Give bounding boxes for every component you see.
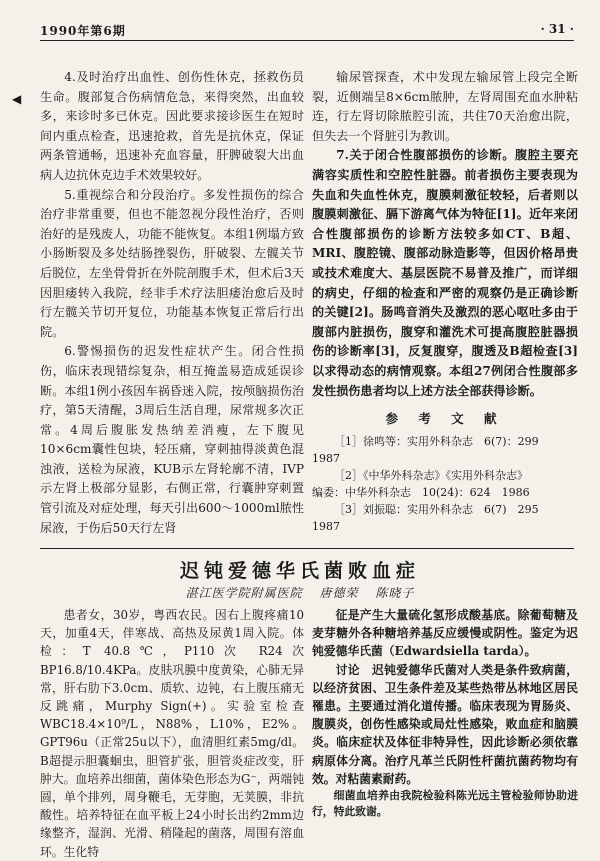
reference-3: ［3］刘振聪：实用外科杂志 6(7) 295 1987: [312, 501, 578, 535]
author-2: 陈晓子: [375, 586, 415, 600]
reference-2-continued: 编委：中华外科杂志 10(24)：624 1986: [312, 485, 530, 499]
author-1: 唐德荣: [319, 586, 359, 600]
journal-issue: 1990年第6期: [40, 24, 126, 38]
case-description-continued: 征是产生大量硫化氢形成酸基底。除葡萄糖及麦芽糖外各种糖培养基反应缓慢或阴性。鉴定为迟钝爱德华氏菌（Edwardsiella tarda）。: [312, 608, 578, 659]
margin-bullet-icon: ◀: [12, 92, 22, 106]
paragraph-7: 7.关于闭合性腹部损伤的诊断。腹腔主要充满容实质性和空腔性脏器。前者损伤主要表现为失血和失血性休克，腹膜刺激征较轻，后者则以腹膜刺激征、膈下游离气体为特征[1]。近年来闭合性腹部损伤的诊断方法较多如CT、B超、MRI、腹腔镜、腹部动脉造影等，但因价格昂贵或技术难度大、基层医院不易普及推广，而详细的病史，仔细的检查和严密的观察仍是正确诊断的关键[2]。肠鸣音消失及激烈的恶心呕吐多由于腹部内脏损伤，腹穿和灌洗术可提高腹腔脏器损伤的诊断率[3]，反复腹穿，腹透及B超检查[3]以求得动态的病情观察。本组27例闭合性腹部多发性损伤患者均以上述方法全部获得诊断。: [312, 148, 578, 398]
upper-left-column: [40, 68, 304, 538]
article-title: 迟钝爱德华氏菌败血症: [179, 560, 420, 582]
reference-3-year: 1987: [312, 519, 340, 533]
case-report-left-column: [40, 606, 304, 861]
references-heading: 参 考 文 献: [385, 411, 505, 427]
reference-1: ［1］徐鸣等：实用外科杂志 6(7)：299 1987: [312, 433, 578, 467]
upper-right-column: [312, 68, 578, 535]
paragraph-6-continued: 输尿管探查，术中发现左输尿管上段完全断裂，近侧端呈8×6cm脓肿，左肾周围充血水肿粘连，行左肾切除脓腔引流，共住70天治愈出院，但失去一个肾脏引为教训。: [312, 70, 578, 143]
article-separator: [40, 548, 574, 549]
discussion-paragraph: 讨论 迟钝爱德华氏菌对人类是条件致病菌，以经济贫困、卫生条件差及某些热带丛林地区居民罹患。主要通过消化道传播。临床表现为胃肠炎、腹膜炎，创伤性感染或局灶性感染，败血症和脑膜炎。临床症状及体征非特异性，因此诊断必须依靠病原体分离。治疗凡革兰氏阴性杆菌抗菌药物均有效。对粘菌素耐药。: [312, 662, 578, 786]
case-description: 患者女，30岁，粤西农民。因右上腹疼痛10天，加重4天，伴寒战、高热及尿黄1周入院。体检：T 40.8℃，P110次 R24次 BP16.8/10.4KPa。皮肤巩膜中度黄染，心肺无异常，肝右肋下3.0cm、质软、边钝，右上腹压痛无反跳痛，Murphy Sign(+)。实验室检查WBC18.4×10⁹/L，N88%，L10%，E2%。GPT96u（正常25u以下），血清胆红素5mg/dl。B超提示胆囊蛔虫，胆管扩张，胆管炎症改变，肝肿大。血培养出细菌，菌体染色形态为G⁻，两端钝圆，单个排列，周身鞭毛，无芽胞，无荚膜，非抗酸性。培养特征在血平板上24小时长出约2mm边缘整齐，湿润、光滑、稍隆起的菌落，周围有溶血环。生化特: [40, 608, 304, 859]
byline: [0, 584, 600, 601]
acknowledgement: 细菌血培养由我院检验科陈光远主管检验师协助进行，特此致谢。: [312, 789, 578, 819]
paragraph-6: 6.警惕损伤的迟发性症状产生。闭合性损伤，临床表现错综复杂，相互掩盖易造成延误诊断。本组1例小孩因车祸昏迷入院，按颅脑损伤治疗，第5天清醒，3周后生活自理，尿常规多次正常。4周后腹胀发热纳差消瘦，左下腹见10×6cm囊性包块，轻压痛，穿刺抽得淡黄色混浊液，送检为尿液，KUB示左肾轮廓不清，IVP示左肾上极部分显影，右侧正常，行囊肿穿刺置管引流及对症处理，每天引出600～1000ml脓性尿液，于伤后50天行左肾: [40, 344, 304, 535]
affiliation: 湛江医学院附属医院: [185, 586, 303, 600]
reference-2: ［2］《中华外科杂志》《实用外科杂志》 编委：中华外科杂志 10(24)：624 1986: [312, 467, 578, 501]
case-report-right-column: [312, 606, 578, 820]
paragraph-4: 4.及时治疗出血性、创伤性休克，拯救伤员生命。腹部复合伤病情危急，来得突然，出血较多，来诊时多已休克。因此要求接诊医生在短时间内重点检查，迅速抢救，首先是抗休克，保证两条管通畅，迅速补充血容量，肝脾破裂大出血病人边抗休克边手术效果较好。: [40, 70, 304, 182]
reference-1-year: 1987: [312, 451, 340, 465]
page-number: · 31 ·: [540, 22, 574, 36]
paragraph-5: 5.重视综合和分段治疗。多发性损伤的综合治疗非常重要，但也不能忽视分段性治疗，否则治好的是残废人，功能不能恢复。本组1例塌方致小肠断裂及多处结肠挫裂伤，肝破裂、左髋关节后脱位，左坐骨骨折在外院剖腹手术，但术后3天因胆痿转入我院，经非手术疗法胆痿治愈后及时行左髋关节切开复位，功能基本恢复正常后行出院。: [40, 187, 304, 339]
header-rule: [40, 40, 574, 41]
